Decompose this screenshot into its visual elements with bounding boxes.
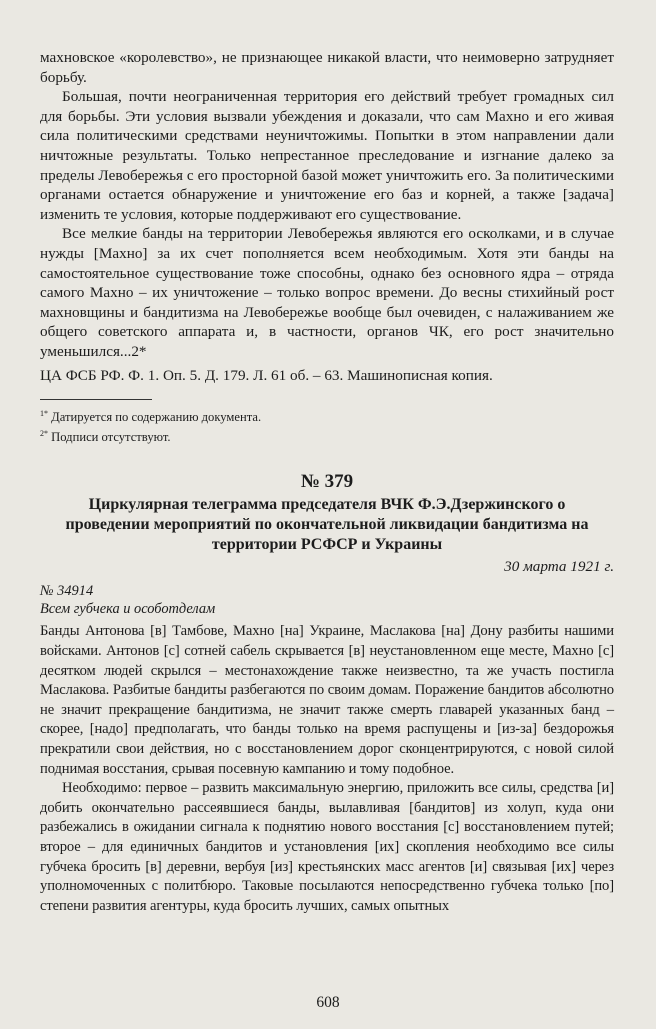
footnote-text: Подписи отсутствуют. [51, 429, 171, 444]
footnote-mark: 2* [40, 428, 48, 438]
document-date: 30 марта 1921 г. [504, 558, 614, 576]
footnote [40, 426, 614, 446]
intro-paragraph: Все мелкие банды на территории Левобережья являются его осколками, и в случае нужды [Махно] за их счет пополняется всем необходимым. Хотя эти банды на самостоятельное существование тоже способны, однако без основного ядра – отряда самого Махно – их уничтожение – только вопрос времени. До весны стихийный рост махновщины и бандитизма на Левобережье вообще был очевиден, с налаживанием же общего советского аппарата и, в частности, органов ЧК, его рост значительно уменьшился...2* [40, 225, 614, 360]
telegram-number: № 34914 [40, 583, 94, 600]
page-number: 608 [316, 994, 340, 1011]
intro-paragraph: Большая, почти неограниченная территория его действий требует громадных сил для борьбы. Эти условия вызвали убеждения и доказали, что сам Махно и его живая сила политическими средствами неуничтожимы. Попытки в этом направлении дали ничтожные результаты. Только непрестанное преследование и изгнание далеко за пределы Левобережья с его просторной базой может уничтожить его. За политическими органами остается обнаружение и уничтожение его баз и корней, а также [задача] изменить те условия, которые поддерживают его существование. [40, 88, 614, 223]
archive-source: ЦА ФСБ РФ. Ф. 1. Оп. 5. Д. 179. Л. 61 об. – 63. Машинописная копия. [40, 366, 493, 384]
addressee: Всем губчека и особотделам [40, 601, 216, 618]
footnote-text: Датируется по содержанию документа. [51, 410, 262, 425]
footnote-divider [40, 399, 152, 400]
footnote [40, 406, 614, 426]
document-title: Циркулярная телеграмма председателя ВЧК Ф.Э.Дзержинского о проведении мероприятий по окончательной ликвидации бандитизма на территории РСФСР и Украины [65, 496, 589, 554]
document-number: № 379 [300, 471, 354, 493]
footnote-mark: 1* [40, 409, 48, 419]
body-paragraph: Необходимо: первое – развить максимальную энергию, приложить все силы, средства [и] добить окончательно рассеявшиеся банды, вылавливая [бандитов] из холуп, куда они разбежались в ожидании сигнала к поднятию нового восстания [с] восстановлением путей; второе – для единичных бандитов и установления [их] скопления необходимо все силы губчека бросить [в] деревни, вербуя [из] крестьянских масс агентов [и] связывая [их] через уполномоченных с политбюро. Таковые посылаются непосредственно губчека только [по] степени развития агентуры, куда бросить лучших, самых опытных [40, 780, 614, 914]
intro-paragraph: махновское «королевство», не признающее никакой власти, что неимоверно затрудняет борьбу. [40, 49, 614, 86]
body-paragraph: Банды Антонова [в] Тамбове, Махно [на] Украине, Маслакова [на] Дону разбиты нашими войсками. Антонов [с] сотней сабель скрывается [в] неустановленном еще месте, Махно [с] десятком людей скрылся – местонахождение также неизвестно, та же участь постигла Маслакова. Разбитые бандиты разбегаются по своим домам. Поражение бандитов абсолютно не значит прекращение бандитизма, не значит также смерть главарей указанных банд – скорее, [надо] предполагать, что банды только на время распущены и [из-за] бездорожья прекратили свои действия, но с восстановлением дорог сконцентрируются, с новой силой поднимая восстания, срывая посевную кампанию и тому подобное. [40, 623, 614, 777]
